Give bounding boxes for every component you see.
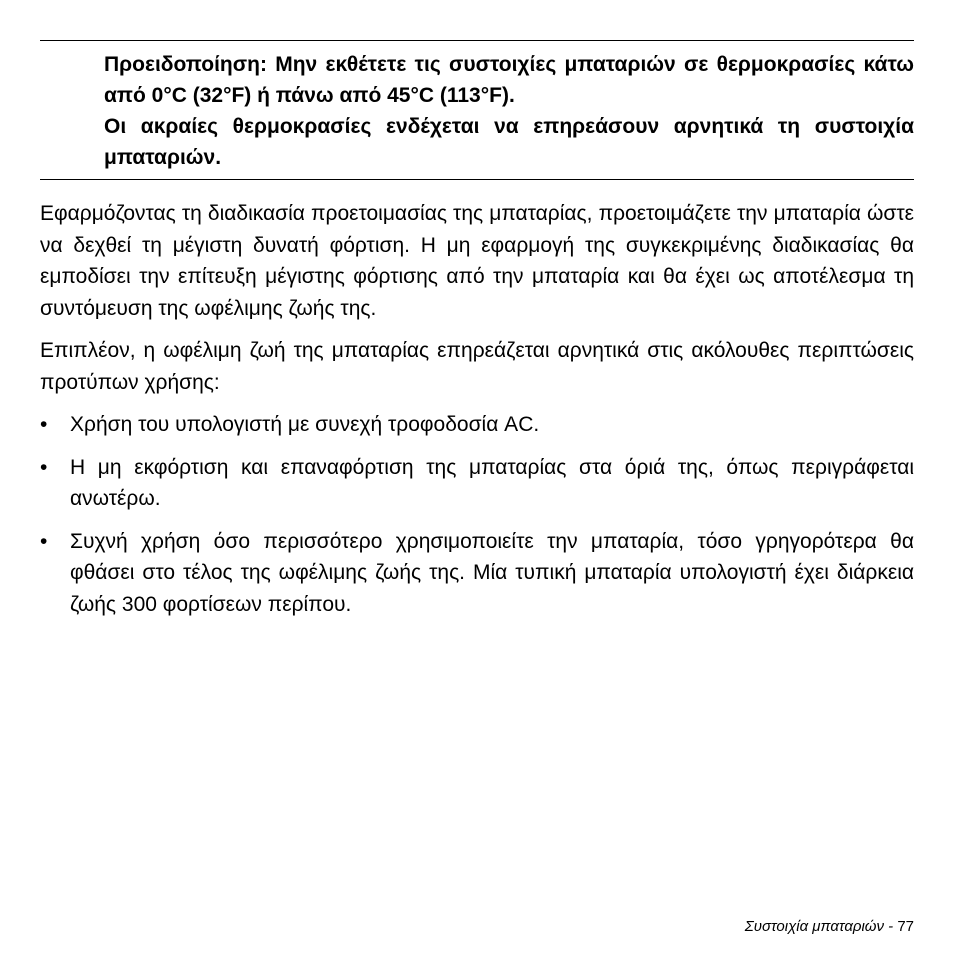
list-item bbox=[40, 526, 914, 621]
list-item-text: Η μη εκφόρτιση και επαναφόρτιση της μπαταρίας στα όριά της, όπως περιγράφεται ανωτέρω. bbox=[70, 455, 914, 510]
footer-section-title: Συστοιχία μπαταριών - bbox=[744, 918, 898, 935]
list-item-text: Χρήση του υπολογιστή με συνεχή τροφοδοσία AC. bbox=[70, 413, 540, 436]
page-number: 77 bbox=[897, 918, 914, 935]
usage-pattern-list bbox=[40, 409, 914, 620]
page-footer bbox=[745, 917, 914, 937]
list-item bbox=[40, 409, 914, 441]
main-content bbox=[40, 198, 914, 631]
warning-text-2: Οι ακραίες θερμοκρασίες ενδέχεται να επηρεάσουν αρνητικά τη συστοιχία μπαταριών. bbox=[104, 115, 914, 169]
list-item bbox=[40, 452, 914, 515]
warning-text: Προειδοποίηση: Μην εκθέτετε τις συστοιχίες μπαταριών σε θερμοκρασίες κάτω από 0°C (32°F) ή πάνω από 45°C (113°F). bbox=[104, 53, 914, 107]
bullet-icon: • bbox=[40, 413, 48, 436]
warning-box bbox=[40, 40, 914, 180]
bullet-icon: • bbox=[40, 455, 48, 479]
paragraph-preparation: Εφαρμόζοντας τη διαδικασία προετοιμασίας της μπαταρίας, προετοιμάζετε την μπαταρία ώστε να δεχθεί τη μέγιστη δυνατή φόρτιση. Η μη εφαρμογή της συγκεκριμένης διαδικασίας θα εμποδίσει την επίτευξη μέγιστης φόρτισης από την μπαταρία και θα έχει ως αποτέλεσμα τη συντόμευση της ωφέλιμης ζωής της. bbox=[40, 202, 914, 320]
paragraph-usage-patterns: Επιπλέον, η ωφέλιμη ζωή της μπαταρίας επηρεάζεται αρνητικά στις ακόλουθες περιπτώσεις προτύπων χρήσης: bbox=[40, 339, 914, 394]
bullet-icon: • bbox=[40, 529, 48, 553]
list-item-text: Συχνή χρήση όσο περισσότερο χρησιμοποιείτε την μπαταρία, τόσο γρηγορότερα θα φθάσει στο τέλος της ωφέλιμης ζωής της. Μία τυπική μπαταρία υπολογιστή έχει διάρκεια ζωής 300 φορτίσεων περίπου. bbox=[70, 529, 914, 616]
